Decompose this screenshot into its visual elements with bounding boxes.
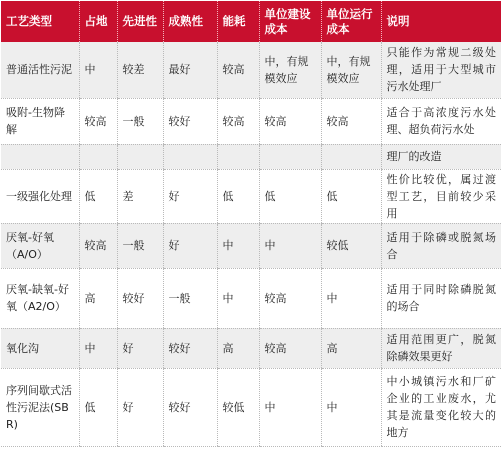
- cell-land: 低: [79, 368, 117, 446]
- cell-run-cost: 较低: [321, 223, 381, 268]
- cell-advancement: 差: [117, 169, 163, 223]
- table-row: [1, 223, 501, 268]
- cell-build-cost: 较高: [259, 328, 321, 368]
- cell-build-cost: [259, 144, 321, 169]
- cell-process: 普通活性污泥: [1, 42, 79, 98]
- header-notes: 说明: [381, 1, 501, 42]
- cell-process: 厌氧-好氧（A/O）: [1, 223, 79, 268]
- cell-build-cost: 较高: [259, 268, 321, 328]
- cell-run-cost: 较高: [321, 98, 381, 144]
- cell-advancement: [117, 144, 163, 169]
- header-process-type: 工艺类型: [1, 1, 79, 42]
- cell-advancement: 好: [117, 328, 163, 368]
- cell-advancement: 较好: [117, 268, 163, 328]
- cell-run-cost: [321, 144, 381, 169]
- cell-land: 中: [79, 328, 117, 368]
- cell-advancement: 好: [117, 368, 163, 446]
- header-build-cost: 单位建设成本: [259, 1, 321, 42]
- header-energy: 能耗: [217, 1, 259, 42]
- cell-maturity: 较好: [163, 368, 217, 446]
- cell-energy: 低: [217, 169, 259, 223]
- cell-process: 氧化沟: [1, 328, 79, 368]
- table-row: [1, 98, 501, 144]
- cell-energy: 较高: [217, 98, 259, 144]
- cell-land: [79, 144, 117, 169]
- cell-energy: 较低: [217, 368, 259, 446]
- cell-maturity: 好: [163, 223, 217, 268]
- cell-maturity: 一般: [163, 268, 217, 328]
- cell-build-cost: 较高: [259, 98, 321, 144]
- table-row: [1, 42, 501, 98]
- cell-build-cost: 低: [259, 169, 321, 223]
- cell-land: 高: [79, 268, 117, 328]
- header-maturity: 成熟性: [163, 1, 217, 42]
- cell-process: 序列间歇式活性污泥法(SBR): [1, 368, 79, 446]
- table-row: [1, 169, 501, 223]
- table-row: [1, 144, 501, 169]
- cell-notes: 只能作为常规二级处理，适用于大型城市污水处理厂: [381, 42, 501, 98]
- cell-energy: 高: [217, 328, 259, 368]
- cell-land: 低: [79, 169, 117, 223]
- header-run-cost: 单位运行成本: [321, 1, 381, 42]
- table-row: [1, 368, 501, 446]
- cell-advancement: 一般: [117, 223, 163, 268]
- cell-build-cost: 中: [259, 368, 321, 446]
- cell-run-cost: 中: [321, 368, 381, 446]
- cell-run-cost: 中，有规模效应: [321, 42, 381, 98]
- cell-process: 厌氧-缺氧-好氧（A2/O）: [1, 268, 79, 328]
- cell-build-cost: 中: [259, 223, 321, 268]
- cell-maturity: 较好: [163, 328, 217, 368]
- cell-land: 较高: [79, 223, 117, 268]
- cell-run-cost: 中: [321, 268, 381, 328]
- cell-energy: [217, 144, 259, 169]
- cell-land: 较高: [79, 98, 117, 144]
- cell-maturity: 较好: [163, 98, 217, 144]
- cell-advancement: 一般: [117, 98, 163, 144]
- cell-maturity: 最好: [163, 42, 217, 98]
- cell-notes: 理厂的改造: [381, 144, 501, 169]
- cell-notes: 适用于除磷或脱氮场合: [381, 223, 501, 268]
- cell-process: [1, 144, 79, 169]
- cell-energy: 中: [217, 268, 259, 328]
- header-advancement: 先进性: [117, 1, 163, 42]
- cell-notes: 适用范围更广，脱氮除磷效果更好: [381, 328, 501, 368]
- cell-advancement: 较差: [117, 42, 163, 98]
- cell-maturity: [163, 144, 217, 169]
- header-row: [1, 1, 501, 42]
- cell-notes: 性价比较优，属过渡型工艺，目前较少采用: [381, 169, 501, 223]
- table-row: [1, 268, 501, 328]
- table-row: [1, 328, 501, 368]
- cell-run-cost: 高: [321, 328, 381, 368]
- cell-energy: 较高: [217, 42, 259, 98]
- cell-notes: 适用于同时除磷脱氮的场合: [381, 268, 501, 328]
- process-comparison-table: [1, 1, 501, 447]
- header-land-use: 占地: [79, 1, 117, 42]
- cell-process: 吸附-生物降解: [1, 98, 79, 144]
- cell-land: 中: [79, 42, 117, 98]
- cell-energy: 中: [217, 223, 259, 268]
- cell-notes: 适合于高浓度污水处理、超负荷污水处: [381, 98, 501, 144]
- cell-process: 一级强化处理: [1, 169, 79, 223]
- cell-maturity: 好: [163, 169, 217, 223]
- cell-build-cost: 中，有规模效应: [259, 42, 321, 98]
- cell-notes: 中小城镇污水和厂矿企业的工业废水，尤其是流量变化较大的地方: [381, 368, 501, 446]
- cell-run-cost: 低: [321, 169, 381, 223]
